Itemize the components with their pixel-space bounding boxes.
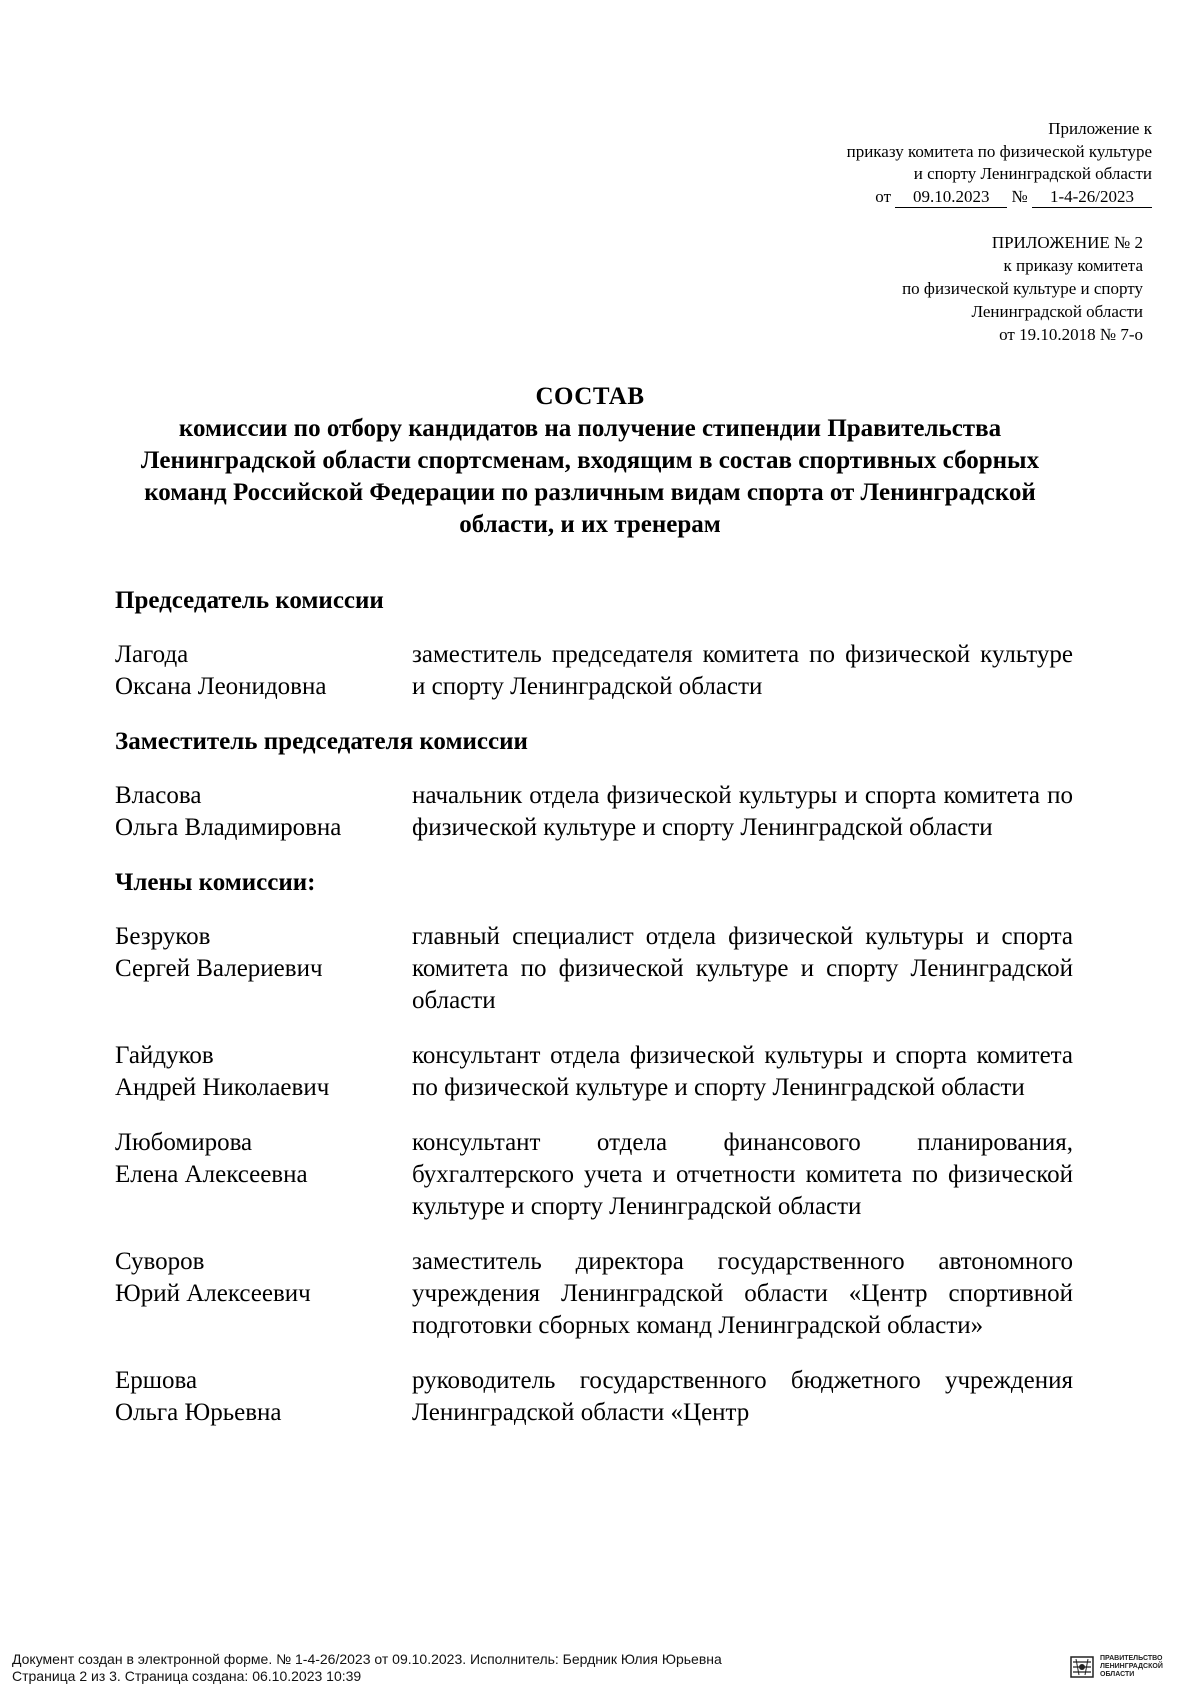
annex-date: 09.10.2023 <box>895 187 1007 208</box>
member-surname: Безруков <box>115 923 211 950</box>
member-position: заместитель директора государственного автономного учреждения Ленинградской области «Центр спортивной подготовки сборных команд Ленинградской области» <box>412 1248 1073 1339</box>
member-surname: Ершова <box>115 1367 198 1394</box>
member-entry-chairman <box>115 639 1073 703</box>
members-heading: Члены комиссии: <box>115 869 316 896</box>
footer-line-1: Документ создан в электронной форме. № 1-4-26/2023 от 09.10.2023. Исполнитель: Бердник Юлия Юрьевна <box>12 1651 722 1667</box>
title-line-4: области, и их тренерам <box>459 511 721 538</box>
member-given-names: Сергей Валериевич <box>115 955 323 982</box>
commission-composition <box>115 585 1073 1452</box>
coat-of-arms-icon <box>1070 1656 1094 1678</box>
annex-line-2: приказу комитета по физической культуре <box>846 141 1152 161</box>
logo-text <box>1100 1655 1163 1679</box>
appendix-line-5: от 19.10.2018 № 7-о <box>999 325 1143 344</box>
government-logo <box>1070 1652 1180 1682</box>
member-name <box>115 639 412 703</box>
member-entry <box>115 1040 1073 1104</box>
document-footer <box>12 1651 722 1684</box>
member-surname: Лагода <box>115 641 189 668</box>
member-given-names: Ольга Юрьевна <box>115 1399 282 1426</box>
member-given-names: Юрий Алексеевич <box>115 1280 311 1307</box>
member-position: начальник отдела физической культуры и спорта комитета по физической культуре и спорту Ленинградской области <box>412 782 1073 841</box>
member-position: консультант отдела физической культуры и спорта комитета по физической культуре и спорту Ленинградской области <box>412 1042 1073 1101</box>
member-given-names: Ольга Владимировна <box>115 814 342 841</box>
title-line-3: команд Российской Федерации по различным видам спорта от Ленинградской <box>144 479 1036 506</box>
member-surname: Гайдуков <box>115 1042 214 1069</box>
member-name <box>115 1365 412 1429</box>
annex-reference-line <box>875 186 1152 209</box>
member-surname: Власова <box>115 782 202 809</box>
member-position: заместитель председателя комитета по физической культуре и спорту Ленинградской области <box>412 641 1073 700</box>
member-name <box>115 1040 412 1104</box>
member-entry <box>115 1246 1073 1342</box>
member-given-names: Оксана Леонидовна <box>115 673 327 700</box>
logo-line-2: ЛЕНИНГРАДСКОЙ <box>1100 1663 1163 1670</box>
annex-block <box>632 118 1152 208</box>
title-line-1: комиссии по отбору кандидатов на получение стипендии Правительства <box>178 415 1002 442</box>
member-position: главный специалист отдела физической культуры и спорта комитета по физической культуре и спорту Ленинградской области <box>412 923 1073 1014</box>
member-position: консультант отдела финансового планирования, бухгалтерского учета и отчетности комитета по физической культуре и спорту Ленинградской области <box>412 1129 1073 1220</box>
chairman-heading: Председатель комиссии <box>115 587 384 614</box>
member-surname: Суворов <box>115 1248 205 1275</box>
member-name <box>115 1246 412 1342</box>
member-name <box>115 780 412 844</box>
appendix-line-1: ПРИЛОЖЕНИЕ № 2 <box>991 233 1143 252</box>
logo-line-3: ОБЛАСТИ <box>1100 1671 1135 1678</box>
appendix-line-2: к приказу комитета <box>1003 256 1143 275</box>
logo-line-1: ПРАВИТЕЛЬСТВО <box>1100 1655 1163 1662</box>
member-position: руководитель государственного бюджетного учреждения Ленинградской области «Центр <box>412 1367 1073 1426</box>
member-entry-deputy <box>115 780 1073 844</box>
title-head: СОСТАВ <box>535 383 645 410</box>
deputy-heading: Заместитель председателя комиссии <box>115 728 528 755</box>
annex-line-1: Приложение к <box>1048 119 1152 138</box>
member-name <box>115 1127 412 1223</box>
annex-number-label: № <box>1011 186 1028 206</box>
member-entry <box>115 1365 1073 1429</box>
member-given-names: Андрей Николаевич <box>115 1074 330 1101</box>
appendix-block <box>623 231 1143 346</box>
appendix-line-3: по физической культуре и спорту <box>902 279 1143 298</box>
member-name <box>115 921 412 1017</box>
annex-from-label: от <box>875 186 892 206</box>
document-title <box>90 381 1090 541</box>
annex-number: 1-4-26/2023 <box>1032 187 1152 208</box>
member-surname: Любомирова <box>115 1129 253 1156</box>
member-entry <box>115 921 1073 1017</box>
member-entry <box>115 1127 1073 1223</box>
footer-line-2: Страница 2 из 3. Страница создана: 06.10.2023 10:39 <box>12 1667 362 1684</box>
member-given-names: Елена Алексеевна <box>115 1161 308 1188</box>
annex-line-3: и спорту Ленинградской области <box>913 164 1152 183</box>
title-line-2: Ленинградской области спортсменам, входящим в состав спортивных сборных <box>140 447 1040 474</box>
appendix-line-4: Ленинградской области <box>971 302 1143 321</box>
